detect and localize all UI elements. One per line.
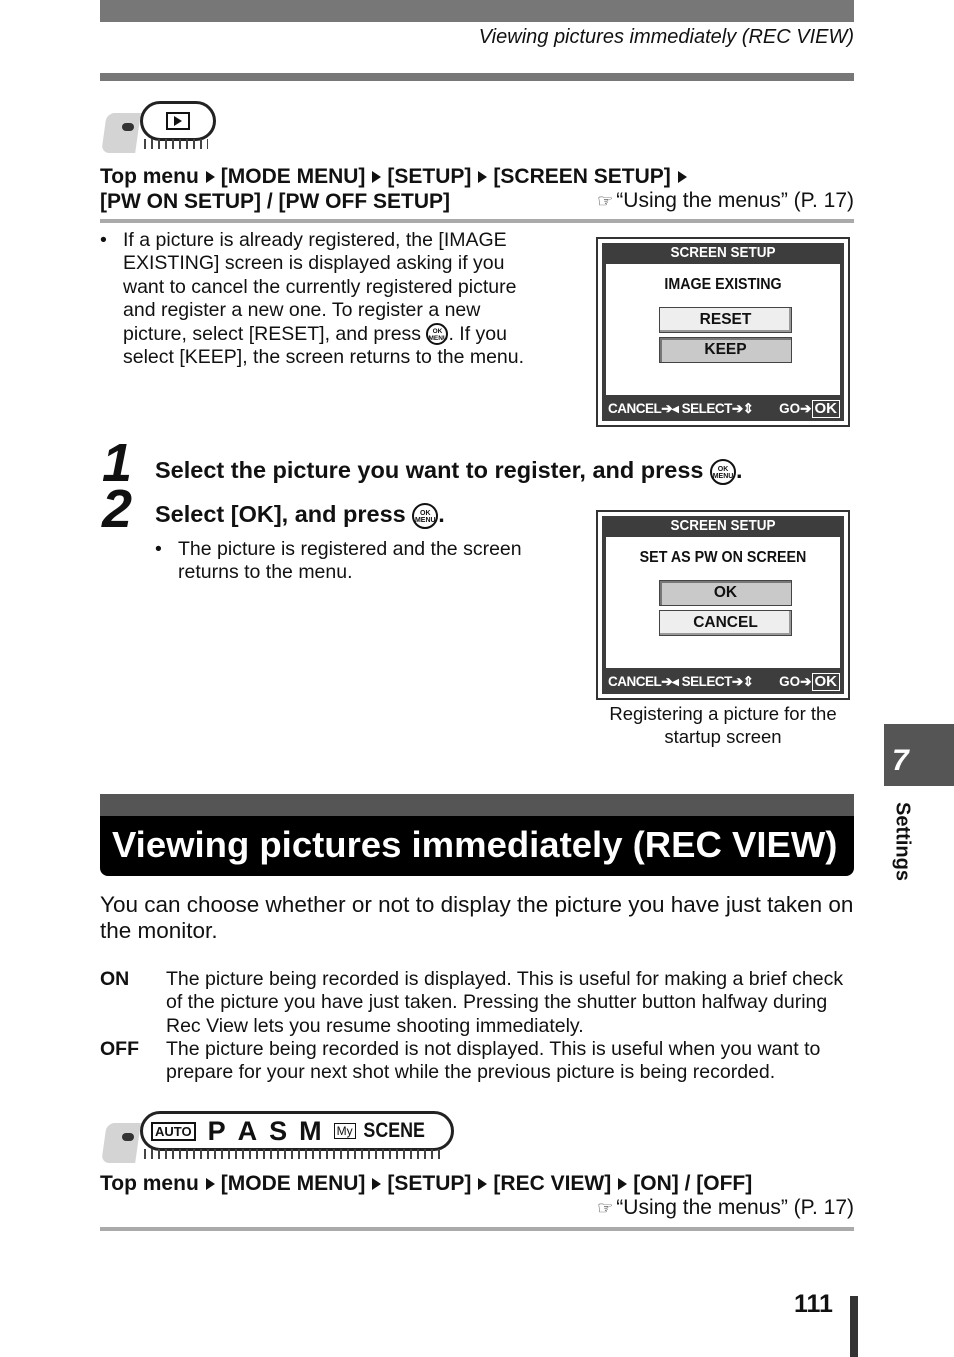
pointing-hand-icon: ☞	[597, 191, 614, 211]
screen-footer: CANCEL➔◂ SELECT➔⇕ GO➔ OK	[602, 670, 844, 694]
bullet-registered: • The picture is registered and the screen returns to the menu.	[155, 538, 522, 584]
p-mode-icon: P	[207, 1115, 226, 1146]
option-reset[interactable]: RESET	[659, 307, 792, 333]
step-number-1: 1	[102, 433, 133, 493]
ok-menu-icon: OK MENU	[710, 459, 736, 485]
option-cancel[interactable]: CANCEL	[659, 610, 792, 636]
menu-reference: ☞ “Using the menus” (P. 17)	[597, 189, 854, 212]
chapter-tab: 7	[884, 724, 954, 786]
menu-path-rec-view: Top menu [MODE MENU] [SETUP] [REC VIEW] [ON] / [OFF]	[100, 1172, 753, 1195]
step-1: Select the picture you want to register, and press OK MENU .	[155, 457, 743, 483]
ok-menu-icon: OK MENU	[412, 503, 438, 529]
menu-path-screen-setup: Top menu [MODE MENU] [SETUP] [SCREEN SETUP] [PW ON SETUP] / [PW OFF SETUP]	[100, 164, 693, 214]
step-number-2: 2	[102, 479, 133, 539]
section-title-bar	[100, 794, 854, 876]
a-mode-icon: A	[237, 1115, 258, 1146]
section-intro: You can choose whether or not to display the picture you have just taken on the monitor.	[100, 892, 854, 943]
step-2: Select [OK], and press OK MENU .	[155, 501, 445, 527]
auto-mode-icon: AUTO	[151, 1122, 196, 1141]
m-mode-icon: M	[299, 1115, 322, 1146]
def-on: ON The picture being recorded is displayed. This is useful for making a brief check of the picture you have just taken. Pressing the shutter button halfway during Rec View lets you resume shooting immediately.	[100, 968, 844, 1037]
menu-reference: ☞ “Using the menus” (P. 17)	[597, 1196, 854, 1219]
screen-image-existing	[596, 237, 850, 427]
def-off: OFF The picture being recorded is not displayed. This is useful when you want to prepare for your next shot while the previous picture is being recorded.	[100, 1038, 821, 1084]
section-title: Viewing pictures immediately (REC VIEW)	[112, 824, 838, 865]
screen-footer: CANCEL➔◂ SELECT➔⇕ GO➔ OK	[602, 397, 844, 421]
page-marker	[850, 1296, 858, 1357]
ok-menu-icon: OK MENU	[426, 323, 448, 345]
scene-mode-icon: SCENE	[363, 1119, 425, 1142]
play-icon	[166, 112, 190, 130]
mode-dial-shooting	[104, 1111, 464, 1161]
screen-caption: Registering a picture for the startup screen	[609, 703, 837, 747]
bullet-image-existing: • If a picture is already registered, the [IMAGE EXISTING] screen is displayed asking if you want to cancel the currently registered picture and register a new one. To register a new picture, select [RESET], and press OK MENU. If you select [KEEP], the screen returns to the menu.	[100, 229, 525, 369]
page-number: 111	[794, 1290, 833, 1318]
screen-question: SET AS PW ON SCREEN	[639, 549, 807, 566]
section-rule	[100, 1227, 854, 1231]
pointing-hand-icon: ☞	[597, 1198, 614, 1218]
option-ok[interactable]: OK	[659, 580, 792, 606]
screen-question: IMAGE EXISTING	[664, 276, 782, 293]
screen-title: SCREEN SETUP	[670, 517, 776, 534]
my-mode-icon: My	[334, 1123, 356, 1139]
header-rule	[100, 73, 854, 81]
running-header: Viewing pictures immediately (REC VIEW)	[478, 26, 854, 48]
screen-title: SCREEN SETUP	[670, 244, 776, 261]
option-keep[interactable]: KEEP	[659, 337, 792, 363]
mode-dial-playback	[104, 101, 224, 151]
screen-set-pw-on	[596, 510, 850, 700]
header-band	[100, 0, 854, 22]
section-rule	[100, 219, 854, 223]
chapter-label: Settings	[891, 802, 914, 881]
s-mode-icon: S	[269, 1115, 288, 1146]
